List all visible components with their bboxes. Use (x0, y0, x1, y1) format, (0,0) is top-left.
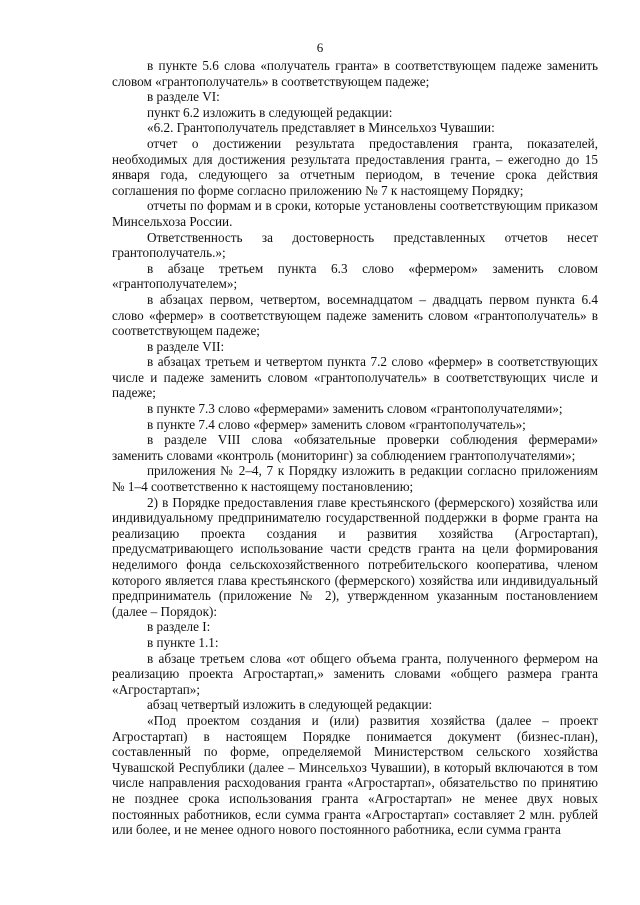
paragraph: «6.2. Грантополучатель представляет в Минсельхоз Чувашии: (147, 120, 495, 136)
paragraph: в пункте 7.4 слово «фермер» заменить словом «грантополучатель»; (147, 416, 526, 432)
paragraph: Ответственность за достоверность представленных отчетов несет грантополучатель.»; (112, 229, 598, 261)
paragraph: в абзацах первом, четвертом, восемнадцатом – двадцать первом пункта 6.4 слово «фермер» в соответствующем падеже заменить словом «грантополучатель» в соответствующем падеже; (112, 291, 598, 339)
paragraph: отчет о достижении результата предоставления гранта, показателей, необходимых для достижения результата предоставления гранта, – ежегодно до 15 января года, следующего за отчетным периодом, в течение срока действия соглашения по форме согласно приложению № 7 к настоящему Порядку; (112, 135, 598, 198)
paragraph: в абзаце третьем слова «от общего объема гранта, полученного фермером на реализацию проекта Агростартап,» заменить словами «общего размера гранта «Агростартап»; (112, 650, 598, 697)
paragraph: в абзаце третьем пункта 6.3 слово «фермером» заменить словом «грантополучателем»; (112, 260, 598, 292)
paragraph: отчеты по формам и в сроки, которые установлены соответствующим приказом Минсельхоза России. (112, 198, 598, 229)
page-number: 6 (316, 40, 324, 55)
paragraph: в пункте 1.1: (147, 634, 219, 650)
paragraph: «Под проектом создания и (или) развития хозяйства (далее – проект Агростартап) в настоящем Порядке понимается документ (бизнес-план), составленный по форме, определяемой Министерством сельского хозяйства Чувашской Республики (далее – Минсельхоз Чувашии), в который включаются в том числе направления расходования гранта «Агростартап», обязательство по принятию не позднее срока использования гранта «Агростартап» не менее двух новых постоянных работников, если сумма гранта «Агростартап» составляет 2 млн. рублей или более, и не менее одного нового постоянного работника, если сумма гранта (112, 712, 598, 838)
document-body (112, 58, 598, 838)
paragraph: в разделе VI: (147, 89, 220, 105)
paragraph: в пункте 5.6 слова «получатель гранта» в соответствующем падеже заменить словом «грантополучатель» в соответствующем падеже; (112, 58, 598, 89)
paragraph: в разделе I: (147, 619, 211, 635)
paragraph: в разделе VII: (147, 338, 225, 354)
paragraph: в пункте 7.3 слово «фермерами» заменить словом «грантополучателями»; (147, 401, 563, 417)
paragraph: в разделе VIII слова «обязательные проверки соблюдения фермерами» заменить словами «контроль (мониторинг) за соблюдением грантополучателями»; (112, 432, 598, 463)
paragraph: приложения № 2–4, 7 к Порядку изложить в редакции согласно приложениям № 1–4 соответственно к настоящему постановлению; (112, 463, 598, 495)
paragraph: пункт 6.2 изложить в следующей редакции: (147, 104, 393, 120)
paragraph: абзац четвертый изложить в следующей редакции: (147, 697, 433, 713)
paragraph: 2) в Порядке предоставления главе крестьянского (фермерского) хозяйства или индивидуальному предпринимателю государственной поддержки в форме гранта на реализацию проекта создания и развития хозяйства (Агростартап), предусматривающего использование части средств гранта на цели формирования неделимого фонда сельскохозяйственного потребительского кооператива, членом которого является глава крестьянского (фермерского) хозяйства или индивидуальный предприниматель (приложение № 2), утвержденном указанным постановлением (далее – Порядок): (112, 494, 598, 619)
paragraph: в абзацах третьем и четвертом пункта 7.2 слово «фермер» в соответствующих числе и падеже заменить словом «грантополучатель» в соответствующих числе и падеже; (112, 354, 598, 401)
